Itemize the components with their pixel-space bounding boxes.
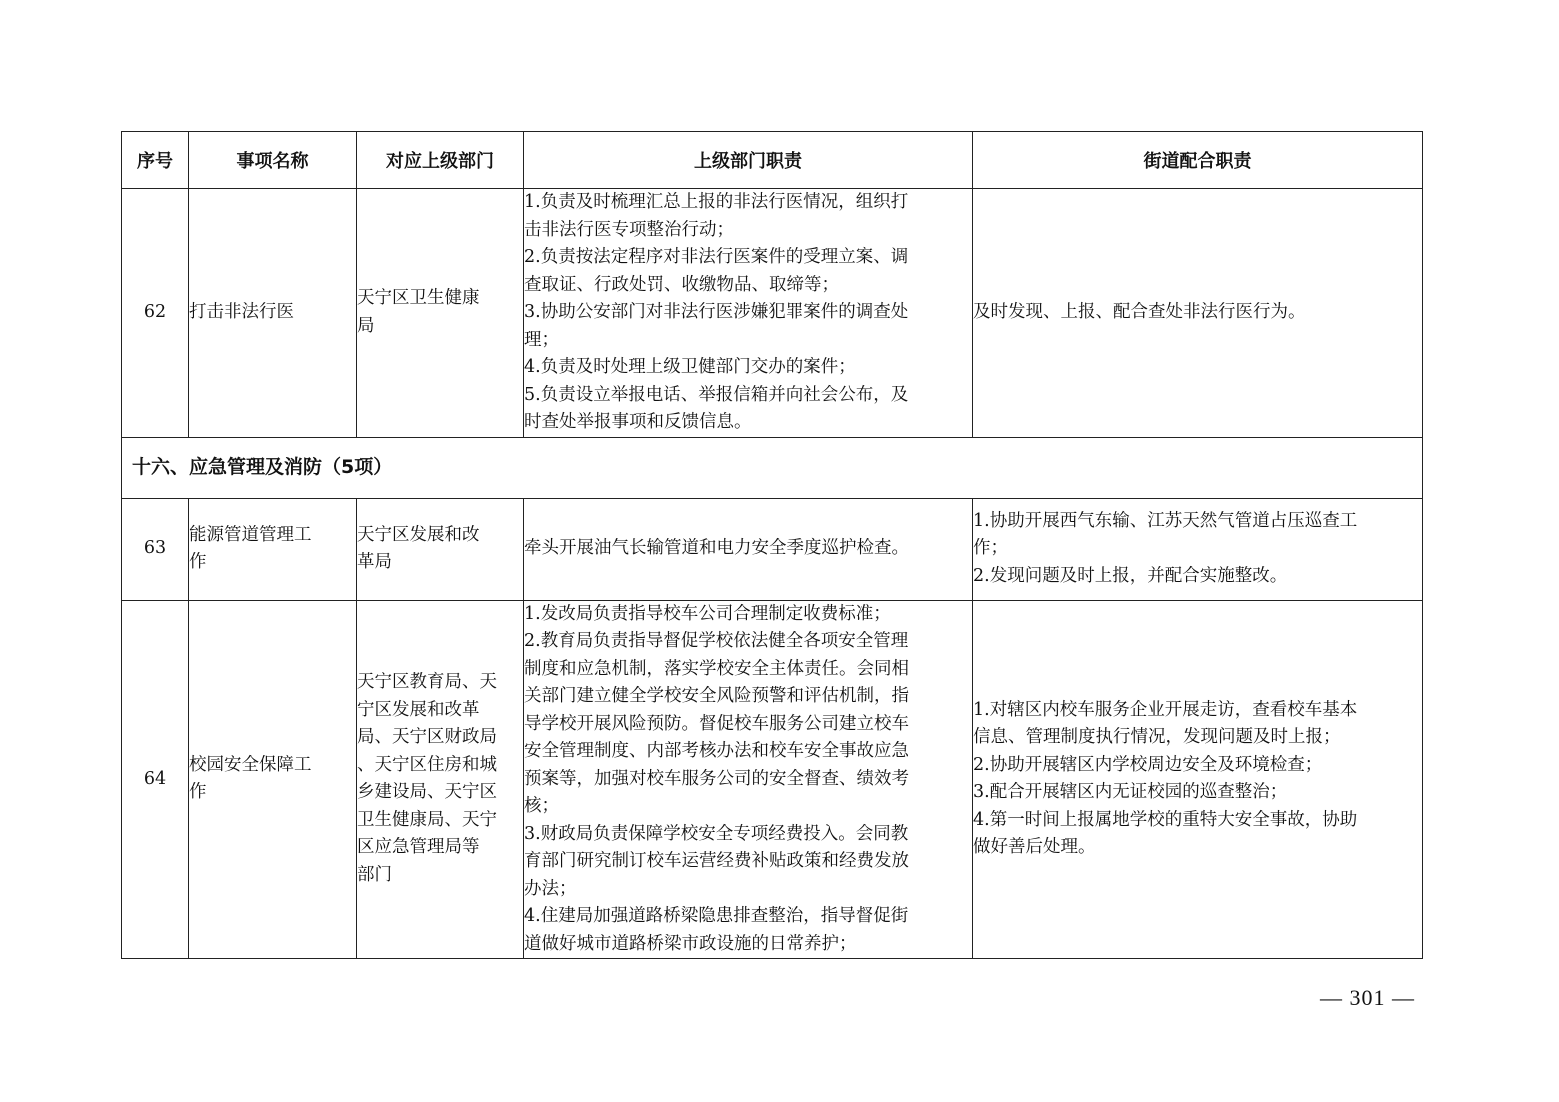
header-superior-duties: 上级部门职责 — [524, 132, 973, 189]
text-line: 预案等，加强对校车服务公司的安全督查、绩效考 — [524, 768, 909, 789]
text-line: 道做好城市道路桥梁市政设施的日常养护； — [524, 933, 857, 954]
text-line: 区应急管理局等 — [357, 837, 480, 858]
row-item-name — [189, 498, 357, 600]
text-line: 能源管道管理工 — [189, 524, 312, 545]
text-line: 击非法行医专项整治行动； — [524, 219, 734, 240]
text-line: 天宁区教育局、天 — [357, 672, 497, 693]
text-line: 2.发现问题及时上报，并配合实施整改。 — [973, 565, 1288, 586]
table-header-row — [122, 132, 1423, 189]
text-line: 做好善后处理。 — [973, 837, 1096, 858]
text-line: 革局 — [357, 552, 392, 572]
row-index: 63 — [122, 498, 189, 600]
text-line: 1.协助开展西气东输、江苏天然气管道占压巡查工 — [973, 510, 1358, 531]
text-line: 2.协助开展辖区内学校周边安全及环境检查； — [973, 754, 1323, 775]
text-line: 核； — [524, 796, 559, 816]
text-line: 关部门建立健全学校安全风险预警和评估机制，指 — [524, 686, 909, 706]
text-line: 5.负责设立举报电话、举报信箱并向社会公布，及 — [524, 384, 909, 405]
responsibility-table — [121, 131, 1423, 959]
text-line: 天宁区卫生健康 — [357, 288, 480, 309]
text-line: 1.对辖区内校车服务企业开展走访，查看校车基本 — [973, 699, 1358, 720]
text-line: 1.发改局负责指导校车公司合理制定收费标准； — [524, 603, 891, 624]
text-line: 3.财政局负责保障学校安全专项经费投入。会同教 — [524, 823, 909, 844]
text-line: 2.负责按法定程序对非法行医案件的受理立案、调 — [524, 247, 909, 267]
text-line: 2.教育局负责指导督促学校依法健全各项安全管理 — [524, 631, 909, 651]
text-line: 、天宁区住房和城 — [357, 754, 497, 775]
row-street-duties — [973, 498, 1423, 600]
row-index: 62 — [122, 189, 189, 438]
text-line: 局 — [357, 315, 375, 336]
text-line: 制度和应急机制，落实学校安全主体责任。会同相 — [524, 658, 909, 679]
text-line: 查取证、行政处罚、收缴物品、取缔等； — [524, 274, 839, 295]
text-line: 信息、管理制度执行情况，发现问题及时上报； — [973, 727, 1341, 748]
table-row — [122, 498, 1423, 600]
row-superior-dept — [357, 498, 524, 600]
text-line: 4.住建局加强道路桥梁隐患排查整治，指导督促街 — [524, 906, 909, 926]
text-line: 卫生健康局、天宁 — [357, 809, 497, 830]
text-line: 办法； — [524, 878, 577, 899]
table-row — [122, 189, 1423, 438]
row-superior-duties — [524, 189, 973, 438]
section-header-row — [122, 437, 1423, 498]
text-line: 部门 — [357, 864, 392, 885]
section-title: 十六、应急管理及消防（5项） — [122, 437, 1423, 498]
text-line: 导学校开展风险预防。督促校车服务公司建立校车 — [524, 713, 909, 734]
text-line: 育部门研究制订校车运营经费补贴政策和经费发放 — [524, 851, 909, 871]
row-superior-dept — [357, 189, 524, 438]
row-superior-duties — [524, 600, 973, 959]
row-street-duties — [973, 600, 1423, 959]
page-number: — 301 — — [1320, 985, 1415, 1010]
text-line: 宁区发展和改革 — [357, 699, 480, 720]
row-item-name: 打击非法行医 — [189, 189, 357, 438]
row-index: 64 — [122, 600, 189, 959]
text-line: 作； — [973, 538, 1008, 559]
row-superior-duties — [524, 498, 973, 600]
text-line: 3.协助公安部门对非法行医涉嫌犯罪案件的调查处 — [524, 302, 909, 322]
text-line: 安全管理制度、内部考核办法和校车安全事故应急 — [524, 741, 909, 761]
text-line: 及时发现、上报、配合查处非法行医行为。 — [973, 302, 1306, 322]
row-superior-dept — [357, 600, 524, 959]
table-row — [122, 600, 1423, 959]
row-item-name — [189, 600, 357, 959]
text-line: 4.负责及时处理上级卫健部门交办的案件； — [524, 357, 856, 377]
text-line: 作 — [189, 552, 207, 572]
text-line: 时查处举报事项和反馈信息。 — [524, 412, 752, 432]
header-item-name: 事项名称 — [189, 132, 357, 189]
row-street-duties — [973, 189, 1423, 438]
header-street-duties: 街道配合职责 — [973, 132, 1423, 189]
header-index: 序号 — [122, 132, 189, 189]
text-line: 作 — [189, 782, 207, 803]
header-superior-dept: 对应上级部门 — [357, 132, 524, 189]
text-line: 3.配合开展辖区内无证校园的巡查整治； — [973, 782, 1288, 803]
text-line: 理； — [524, 329, 559, 350]
text-line: 校园安全保障工 — [189, 754, 312, 775]
text-line: 1.负责及时梳理汇总上报的非法行医情况，组织打 — [524, 192, 909, 212]
text-line: 乡建设局、天宁区 — [357, 782, 497, 803]
text-line: 牵头开展油气长输管道和电力安全季度巡护检查。 — [524, 538, 909, 559]
text-line: 4.第一时间上报属地学校的重特大安全事故，协助 — [973, 809, 1358, 830]
text-line: 天宁区发展和改 — [357, 524, 480, 545]
text-line: 局、天宁区财政局 — [357, 727, 497, 748]
